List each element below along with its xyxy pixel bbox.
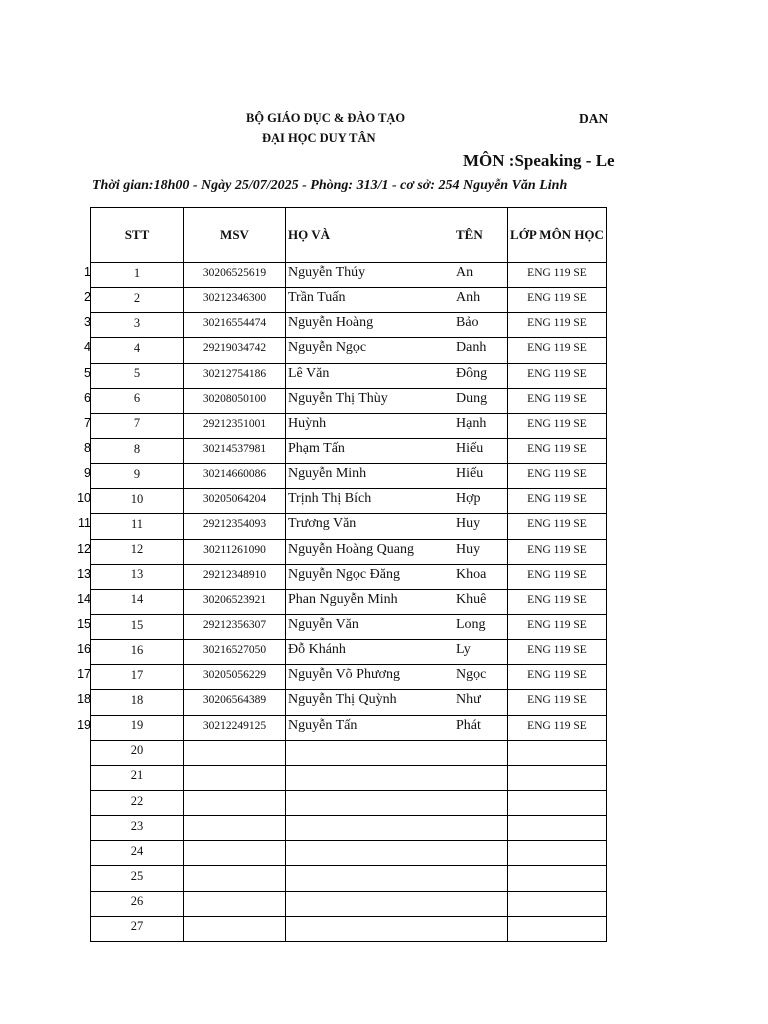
cell-full-name [286,690,508,715]
table-row [91,916,607,941]
table-row [91,816,607,841]
cell-stt: 25 [91,866,184,891]
cell-ho: Trương Văn [288,516,357,532]
cell-full-name [286,489,508,514]
sheet-row-number: 14 [77,591,91,606]
cell-class: ENG 119 SE [508,589,607,614]
sheet-row-number: 11 [78,516,91,531]
cell-ho: Nguyễn Võ Phương [288,667,400,683]
cell-ho: Nguyễn Tấn [288,717,358,733]
cell-msv: 30206523921 [184,589,286,614]
cell-full-name [286,514,508,539]
cell-full-name [286,916,508,941]
table-row [91,715,607,740]
cell-ho: Phan Nguyễn Minh [288,591,398,607]
cell-full-name [286,413,508,438]
cell-class [508,891,607,916]
cell-ten: Hạnh [456,415,487,431]
cell-stt: 12 [91,539,184,564]
cell-stt: 3 [91,313,184,338]
cell-class: ENG 119 SE [508,313,607,338]
cell-ten: Như [456,692,481,708]
sheet-row-number: 16 [77,642,91,657]
cell-stt: 1 [91,263,184,288]
cell-msv: 29212351001 [184,413,286,438]
cell-msv [184,765,286,790]
cell-class: ENG 119 SE [508,338,607,363]
cell-msv: 29219034742 [184,338,286,363]
cell-ten: Ly [456,642,471,658]
cell-stt: 2 [91,288,184,313]
cell-stt: 19 [91,715,184,740]
cell-ten: Bảo [456,315,479,331]
cell-msv: 30206564389 [184,690,286,715]
cell-ho: Trần Tuấn [288,290,346,306]
cell-class [508,765,607,790]
sheet-row-number: 17 [77,667,91,682]
cell-ho: Nguyễn Ngọc Đăng [288,566,400,582]
sheet-row-number: 9 [84,466,91,481]
cell-msv: 30206525619 [184,263,286,288]
table-row [91,438,607,463]
cell-full-name [286,263,508,288]
cell-ho: Nguyễn Hoàng [288,315,374,331]
cell-class [508,790,607,815]
table-row [91,866,607,891]
table-row [91,589,607,614]
cell-stt: 27 [91,916,184,941]
cell-ho: Nguyễn Thị Thùy [288,390,388,406]
cell-class [508,916,607,941]
table-row [91,564,607,589]
sheet-row-number: 12 [77,541,91,556]
header-msv: MSV [184,208,286,263]
table-row [91,841,607,866]
cell-full-name [286,614,508,639]
cell-ten: Dung [456,390,488,406]
table-row [91,790,607,815]
cell-ten: Hợp [456,491,481,507]
cell-ho: Nguyễn Thúy [288,265,366,281]
cell-msv [184,866,286,891]
cell-msv [184,816,286,841]
sheet-row-number: 7 [84,415,91,430]
cell-class [508,841,607,866]
table-row [91,539,607,564]
table-row [91,514,607,539]
sheet-row-number: 1 [84,265,91,279]
cell-class: ENG 119 SE [508,665,607,690]
cell-stt: 9 [91,464,184,489]
cell-full-name [286,288,508,313]
cell-ten: Đông [456,365,488,381]
header-class: LỚP MÔN HỌC [508,208,607,263]
table-row [91,464,607,489]
sheet-row-number: 2 [84,290,91,305]
cell-ho: Phạm Tấn [288,441,345,457]
cell-ho: Nguyễn Văn [288,617,359,633]
cell-full-name [286,539,508,564]
table-row [91,388,607,413]
cell-stt: 14 [91,589,184,614]
cell-stt: 18 [91,690,184,715]
cell-full-name [286,816,508,841]
cell-full-name [286,790,508,815]
sheet-row-number: 18 [77,692,91,707]
cell-class: ENG 119 SE [508,363,607,388]
cell-ten: Hiếu [456,441,484,457]
table-row [91,740,607,765]
cell-stt: 23 [91,816,184,841]
cell-class: ENG 119 SE [508,413,607,438]
cell-msv: 30214537981 [184,438,286,463]
cell-stt: 24 [91,841,184,866]
cell-full-name [286,765,508,790]
cell-stt: 4 [91,338,184,363]
cell-stt: 7 [91,413,184,438]
cell-stt: 15 [91,614,184,639]
table-row [91,690,607,715]
cell-stt: 11 [91,514,184,539]
cell-stt: 21 [91,765,184,790]
table-row [91,489,607,514]
sheet-row-number: 10 [77,491,91,506]
cell-full-name [286,363,508,388]
cell-class: ENG 119 SE [508,690,607,715]
cell-class: ENG 119 SE [508,263,607,288]
cell-msv: 30208050100 [184,388,286,413]
table-row [91,338,607,363]
cell-msv [184,891,286,916]
cell-msv: 30214660086 [184,464,286,489]
cell-class: ENG 119 SE [508,514,607,539]
cell-full-name [286,338,508,363]
cell-stt: 16 [91,640,184,665]
cell-ten: Hiếu [456,466,484,482]
cell-ho: Trịnh Thị Bích [288,491,372,507]
cell-full-name [286,740,508,765]
cell-class: ENG 119 SE [508,614,607,639]
document-title: DAN [579,111,609,126]
cell-ten: Anh [456,290,481,306]
sheet-row-number: 4 [84,340,91,355]
table-row [91,765,607,790]
table-row [91,363,607,388]
cell-full-name [286,388,508,413]
cell-msv: 29212354093 [184,514,286,539]
cell-class: ENG 119 SE [508,715,607,740]
cell-ten: Khuê [456,591,487,607]
table-row [91,263,607,288]
student-roster-table [90,207,607,942]
cell-ten: Khoa [456,566,487,582]
exam-info: Thời gian:18h00 - Ngày 25/07/2025 - Phòng: 313/1 - cơ sở: 254 Nguyễn Văn Linh [92,178,568,193]
cell-class: ENG 119 SE [508,388,607,413]
cell-stt: 22 [91,790,184,815]
header-ten: TÊN [456,227,483,242]
cell-stt: 17 [91,665,184,690]
cell-class: ENG 119 SE [508,288,607,313]
university-name: ĐẠI HỌC DUY TÂN [262,131,376,145]
sheet-row-number: 6 [84,390,91,405]
cell-full-name [286,841,508,866]
cell-msv: 30212249125 [184,715,286,740]
table-row [91,413,607,438]
cell-full-name [286,891,508,916]
cell-ten: Ngọc [456,667,487,683]
roster-body [91,263,607,942]
cell-class: ENG 119 SE [508,438,607,463]
cell-ho: Nguyễn Ngọc [288,340,367,356]
ministry-name: BỘ GIÁO DỤC & ĐÀO TẠO [246,111,406,125]
cell-msv [184,740,286,765]
cell-full-name [286,715,508,740]
cell-class: ENG 119 SE [508,564,607,589]
header-ho: HỌ VÀ [288,227,331,242]
cell-msv: 30216554474 [184,313,286,338]
cell-msv: 30212346300 [184,288,286,313]
table-row [91,665,607,690]
sheet-row-numbers [70,264,91,742]
cell-msv [184,790,286,815]
cell-msv [184,841,286,866]
cell-class [508,866,607,891]
cell-stt: 10 [91,489,184,514]
cell-ho: Đỗ Khánh [288,642,346,658]
cell-class: ENG 119 SE [508,464,607,489]
cell-full-name [286,589,508,614]
cell-full-name [286,866,508,891]
cell-class [508,816,607,841]
sheet-row-number: 3 [84,315,91,330]
cell-stt: 20 [91,740,184,765]
sheet-row-number: 19 [77,717,91,732]
cell-msv [184,916,286,941]
cell-full-name [286,564,508,589]
cell-stt: 13 [91,564,184,589]
cell-ten: Huy [456,541,481,557]
cell-msv: 30205056229 [184,665,286,690]
cell-stt: 26 [91,891,184,916]
cell-ho: Lê Văn [288,365,330,381]
sheet-row-number: 15 [77,616,91,631]
cell-msv: 30216527050 [184,640,286,665]
cell-ho: Nguyễn Thị Quỳnh [288,692,397,708]
cell-ten: Long [456,617,486,633]
cell-class: ENG 119 SE [508,489,607,514]
cell-ho: Nguyễn Minh [288,466,367,482]
cell-msv: 29212348910 [184,564,286,589]
cell-ten: Huy [456,516,481,532]
cell-stt: 6 [91,388,184,413]
cell-ten: An [456,265,474,281]
table-row [91,313,607,338]
cell-stt: 8 [91,438,184,463]
table-row [91,288,607,313]
cell-msv: 30205064204 [184,489,286,514]
cell-msv: 30211261090 [184,539,286,564]
cell-msv: 29212356307 [184,614,286,639]
subject-title: MÔN :Speaking - Le [463,151,615,170]
cell-class: ENG 119 SE [508,640,607,665]
cell-ten: Danh [456,340,487,356]
sheet-row-number: 13 [77,566,91,581]
sheet-row-number: 5 [84,365,91,380]
cell-full-name [286,640,508,665]
cell-ho: Nguyễn Hoàng Quang [288,541,414,557]
table-row [91,614,607,639]
sheet-row-number: 8 [84,440,91,455]
cell-full-name [286,665,508,690]
cell-full-name [286,313,508,338]
cell-class: ENG 119 SE [508,539,607,564]
cell-msv: 30212754186 [184,363,286,388]
table-row [91,891,607,916]
table-row [91,640,607,665]
header-full-name [286,208,508,263]
header-stt: STT [91,208,184,263]
cell-ten: Phát [456,717,481,733]
cell-class [508,740,607,765]
cell-full-name [286,464,508,489]
cell-ho: Huỳnh [288,415,327,431]
cell-full-name [286,438,508,463]
cell-stt: 5 [91,363,184,388]
table-header-row [91,208,607,263]
